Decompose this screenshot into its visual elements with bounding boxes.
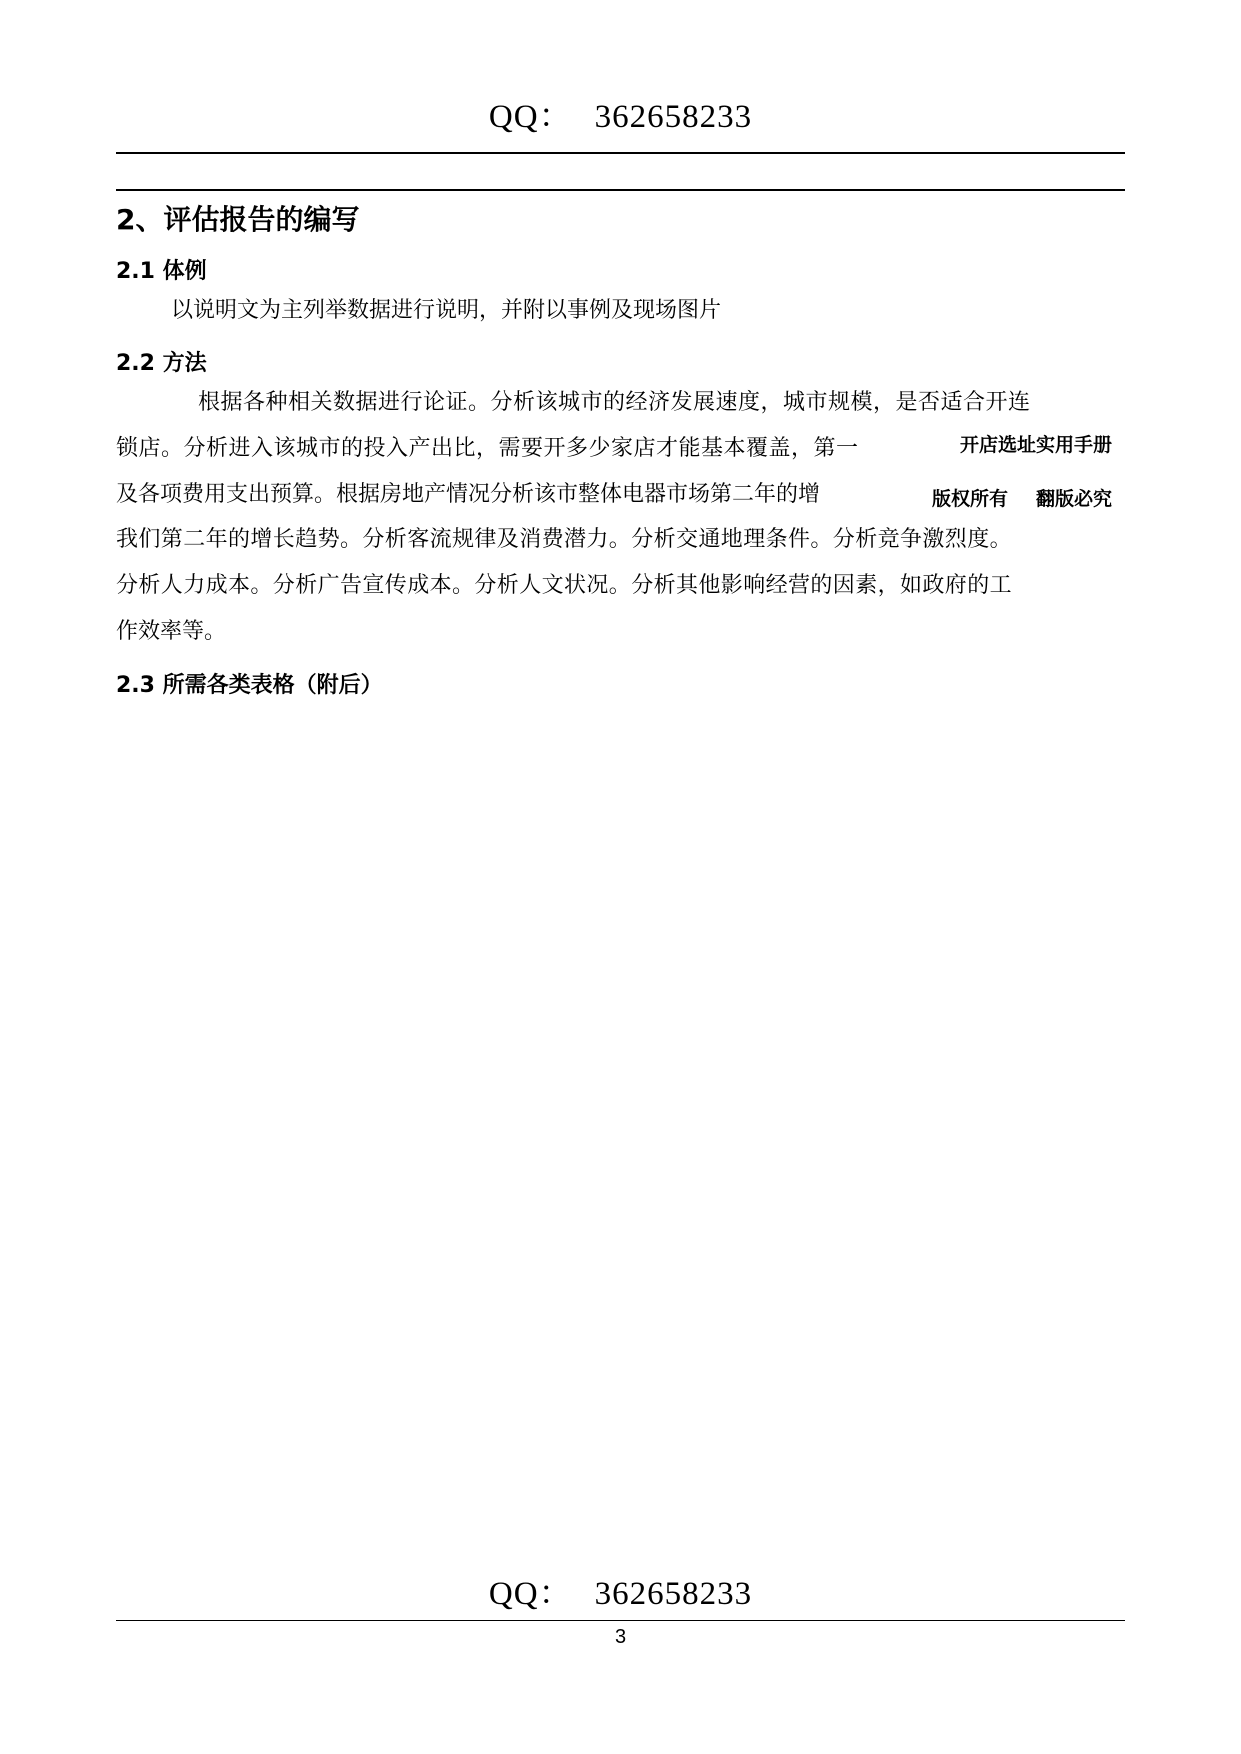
section-title: 2、评估报告的编写	[116, 203, 360, 236]
footer-qq-label: QQ：	[488, 1576, 573, 1612]
subsection-2-1-title: 2.1 体例	[116, 259, 207, 284]
paragraph-line-4: 我们第二年的增长趋势。分析客流规律及消费潜力。分析交通地理条件。分析竞争激烈度。	[116, 527, 1013, 552]
footer-qq-number: 362658233	[594, 1576, 753, 1612]
header-qq	[0, 90, 1241, 137]
header-qq-number: 362658233	[594, 99, 753, 135]
header-qq-label: QQ：	[488, 99, 573, 135]
footer-qq	[0, 1567, 1241, 1614]
paragraph-line-5: 分析人力成本。分析广告宣传成本。分析人文状况。分析其他影响经营的因素，如政府的工	[116, 573, 1013, 598]
watermark-piracy-text: 翻版必究	[1036, 488, 1113, 510]
paragraph-line-6: 作效率等。	[116, 619, 227, 644]
subsection-2-2-title: 2.2 方法	[116, 351, 207, 376]
watermark-copyright	[918, 482, 1118, 513]
header-rule-bottom	[116, 189, 1125, 191]
page-number: 3	[614, 1626, 627, 1648]
watermark-manual: 开店选址实用手册	[956, 428, 1116, 459]
footer-rule	[116, 1620, 1125, 1621]
paragraph-line-3: 及各项费用支出预算。根据房地产情况分析该市整体电器市场第二年的增	[116, 482, 821, 507]
subsection-2-1-text: 以说明文为主列举数据进行说明，并附以事例及现场图片	[171, 298, 722, 323]
watermark-copyright-text: 版权所有	[932, 488, 1009, 510]
header-rule-top	[116, 152, 1125, 154]
paragraph-line-2: 锁店。分析进入该城市的投入产出比，需要开多少家店才能基本覆盖，第一	[116, 436, 859, 461]
paragraph-line-1: 根据各种相关数据进行论证。分析该城市的经济发展速度，城市规模，是否适合开连	[198, 390, 1031, 415]
subsection-2-3-title: 2.3 所需各类表格（附后）	[116, 673, 383, 698]
